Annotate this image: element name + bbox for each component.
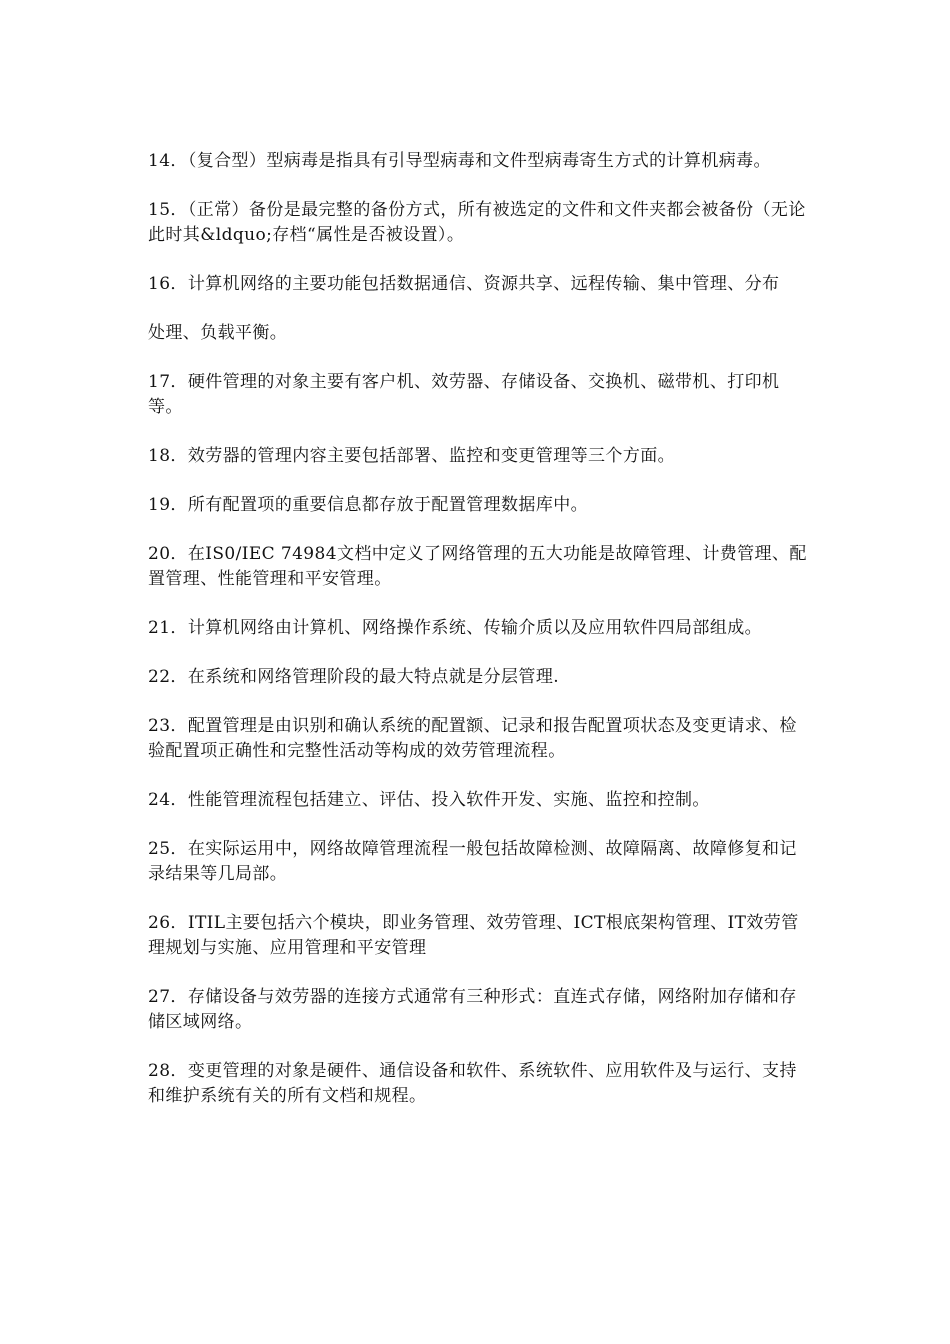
paragraph-27: 27．存储设备与效劳器的连接方式通常有三种形式：直连式存储，网络附加存储和存储区域网络。 [148,987,797,1032]
paragraph-20: 20．在IS0/IEC 74984文档中定义了网络管理的五大功能是故障管理、计费管理、配置管理、性能管理和平安管理。 [148,544,807,589]
paragraph-23: 23．配置管理是由识别和确认系统的配置额、记录和报告配置项状态及变更请求、检验配置项正确性和完整性活动等构成的效劳管理流程。 [148,716,797,761]
paragraph-21: 21．计算机网络由计算机、网络操作系统、传输介质以及应用软件四局部组成。 [148,618,763,638]
paragraph-18: 18．效劳器的管理内容主要包括部署、监控和变更管理等三个方面。 [148,446,676,466]
document-body [148,149,808,1133]
paragraph-16-continued: 处理、负载平衡。 [148,323,288,343]
paragraph-14: 14．（复合型）型病毒是指具有引导型病毒和文件型病毒寄生方式的计算机病毒。 [148,151,771,171]
paragraph-26: 26．ITIL主要包括六个模块，即业务管理、效劳管理、ICT根底架构管理、IT效劳管理规划与实施、应用管理和平安管理 [148,913,799,958]
paragraph-22: 22．在系统和网络管理阶段的最大特点就是分层管理. [148,667,560,687]
paragraph-16: 16．计算机网络的主要功能包括数据通信、资源共享、远程传输、集中管理、分布 [148,274,780,294]
paragraph-28: 28．变更管理的对象是硬件、通信设备和软件、系统软件、应用软件及与运行、支持和维护系统有关的所有文档和规程。 [148,1061,797,1106]
paragraph-17: 17．硬件管理的对象主要有客户机、效劳器、存储设备、交换机、磁带机、打印机等。 [148,372,780,417]
paragraph-24: 24．性能管理流程包括建立、评估、投入软件开发、实施、监控和控制。 [148,790,710,810]
paragraph-15: 15．（正常）备份是最完整的备份方式，所有被选定的文件和文件夹都会被备份（无论此时其&ldquo;存档“属性是否被设置）。 [148,200,806,245]
paragraph-19: 19．所有配置项的重要信息都存放于配置管理数据库中。 [148,495,589,515]
paragraph-25: 25．在实际运用中，网络故障管理流程一般包括故障检测、故障隔离、故障修复和记录结果等几局部。 [148,839,797,884]
